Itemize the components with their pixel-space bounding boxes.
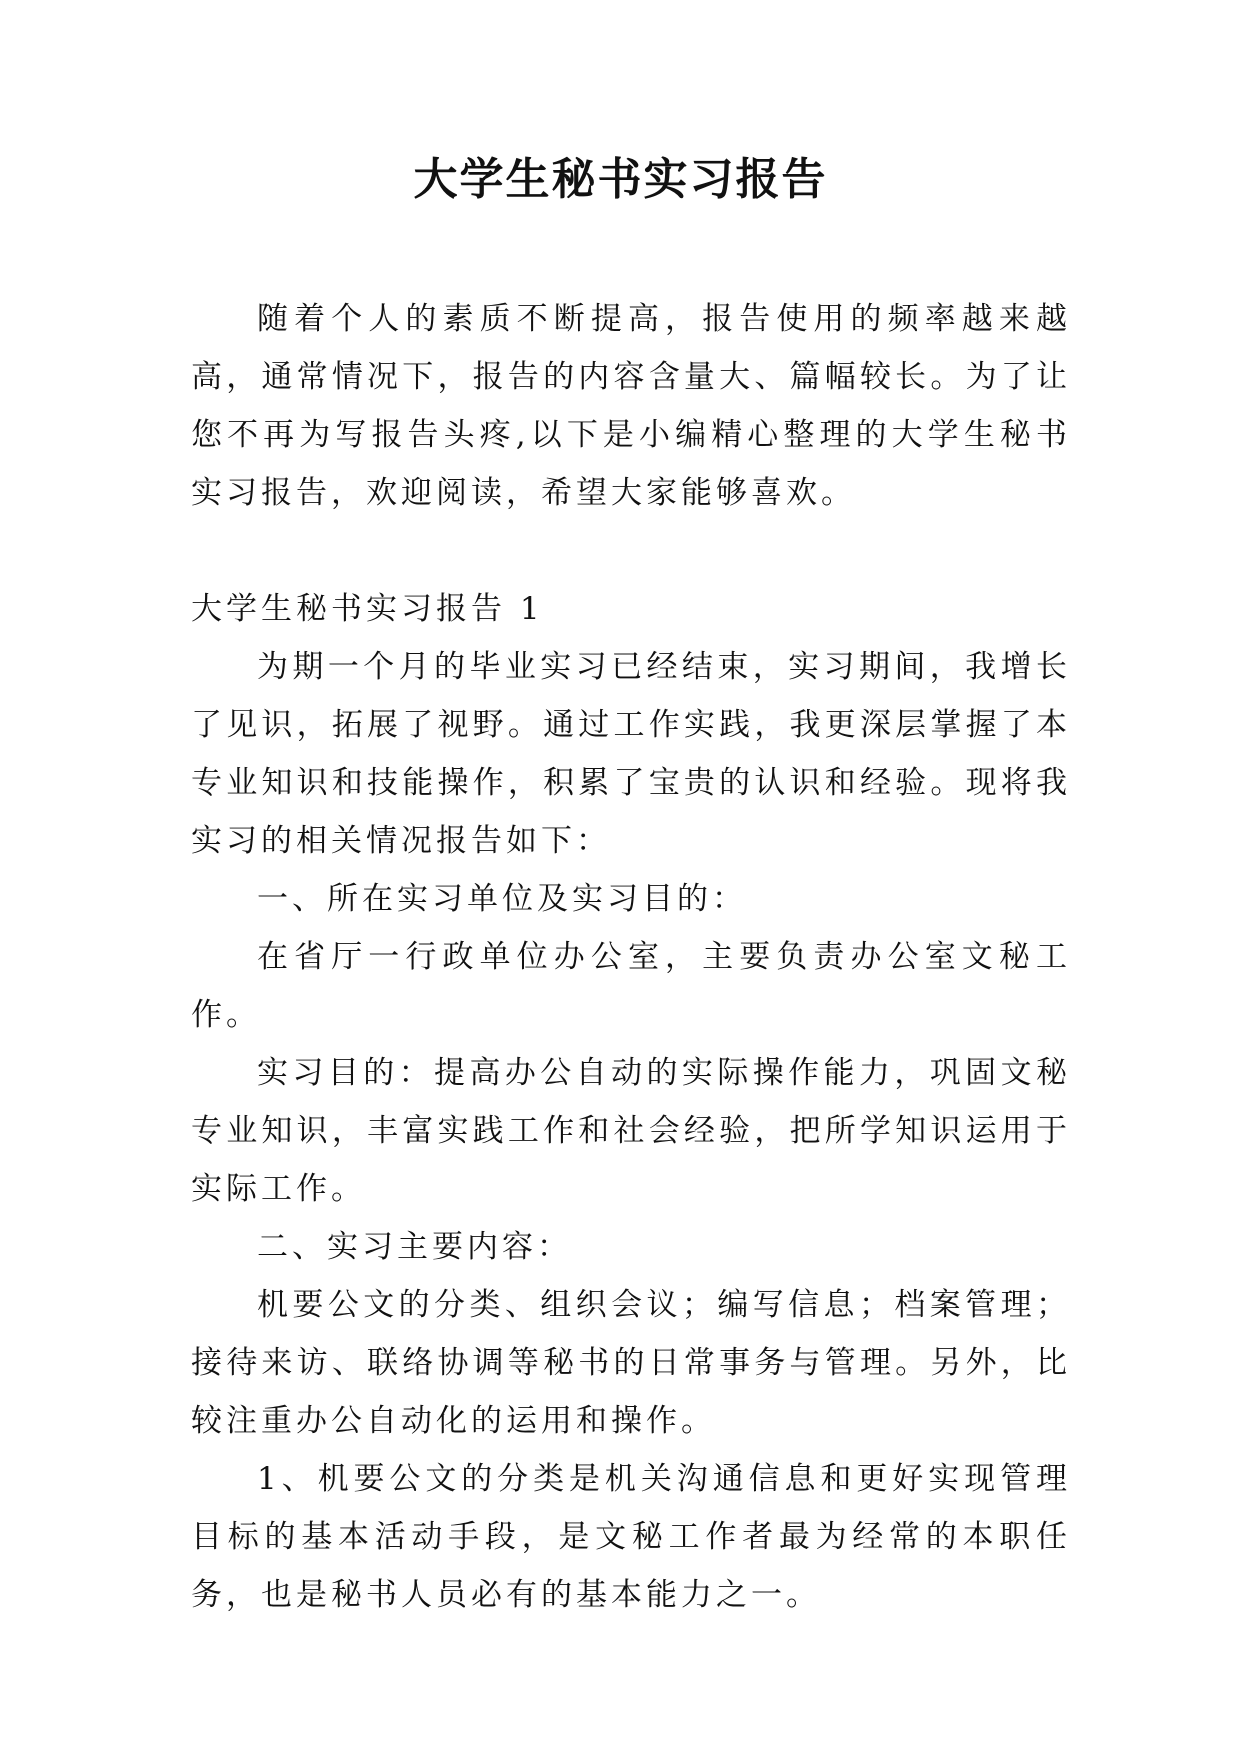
body-paragraph: 1、机要公文的分类是机关沟通信息和更好实现管理目标的基本活动手段，是文秘工作者最为经常的本职任务，也是秘书人员必有的基本能力之一。 bbox=[191, 1461, 1071, 1613]
body-paragraph: 一、所在实习单位及实习目的： bbox=[257, 881, 747, 917]
body-paragraph: 为期一个月的毕业实习已经结束，实习期间，我增长了见识，拓展了视野。通过工作实践，我更深层掌握了本专业知识和技能操作，积累了宝贵的认识和经验。现将我实习的相关情况报告如下： bbox=[191, 649, 1071, 859]
body-paragraph: 机要公文的分类、组织会议；编写信息；档案管理；接待来访、联络协调等秘书的日常事务与管理。另外，比较注重办公自动化的运用和操作。 bbox=[191, 1287, 1071, 1439]
document-title: 大学生秘书实习报告 bbox=[413, 154, 828, 205]
intro-paragraph: 随着个人的素质不断提高，报告使用的频率越来越高，通常情况下，报告的内容含量大、篇幅较长。为了让您不再为写报告头疼,以下是小编精心整理的大学生秘书实习报告，欢迎阅读，希望大家能够喜欢。 bbox=[191, 301, 1071, 511]
body-paragraph: 二、实习主要内容： bbox=[257, 1229, 572, 1265]
body-paragraph: 实习目的：提高办公自动的实际操作能力，巩固文秘专业知识，丰富实践工作和社会经验，把所学知识运用于实际工作。 bbox=[191, 1055, 1071, 1207]
section-heading: 大学生秘书实习报告 1 bbox=[191, 591, 544, 627]
document-body bbox=[191, 290, 1071, 1624]
body-paragraph: 在省厅一行政单位办公室，主要负责办公室文秘工作。 bbox=[191, 939, 1071, 1033]
